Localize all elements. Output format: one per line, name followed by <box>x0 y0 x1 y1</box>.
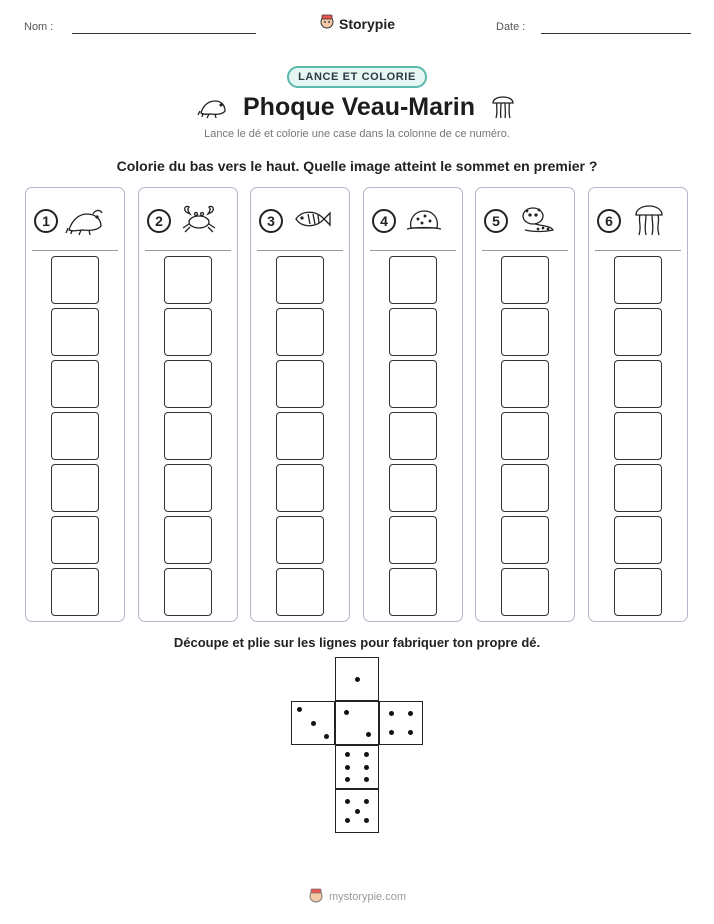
color-box[interactable] <box>389 360 437 408</box>
column-number: 1 <box>34 209 58 233</box>
color-box[interactable] <box>276 568 324 616</box>
color-box[interactable] <box>51 256 99 304</box>
brand <box>0 13 714 34</box>
color-box[interactable] <box>164 464 212 512</box>
column-number: 3 <box>259 209 283 233</box>
rock-icon <box>403 202 445 241</box>
color-box[interactable] <box>501 360 549 408</box>
color-box[interactable] <box>276 256 324 304</box>
column-divider <box>370 250 456 251</box>
color-box[interactable] <box>389 568 437 616</box>
color-box[interactable] <box>276 308 324 356</box>
color-box[interactable] <box>51 568 99 616</box>
color-box[interactable] <box>276 464 324 512</box>
color-box[interactable] <box>389 464 437 512</box>
date-label: Date : <box>496 21 526 33</box>
dice-pip <box>389 730 394 735</box>
harbor-seal-icon <box>515 202 557 241</box>
dice-pip <box>364 818 369 823</box>
dice-pip <box>344 710 349 715</box>
dice-pip <box>408 730 413 735</box>
jellyfish-icon <box>489 90 517 125</box>
seal-pup-icon <box>197 91 229 124</box>
color-box[interactable] <box>501 464 549 512</box>
column-divider <box>32 250 118 251</box>
crab-icon <box>178 202 220 241</box>
dice-pip <box>311 721 316 726</box>
color-box[interactable] <box>51 516 99 564</box>
column-divider <box>145 250 231 251</box>
dice-pip <box>389 711 394 716</box>
column-2 <box>138 187 238 622</box>
color-box[interactable] <box>389 308 437 356</box>
dice-pip <box>364 799 369 804</box>
dice-pip <box>324 734 329 739</box>
dice-pip <box>345 799 350 804</box>
color-box[interactable] <box>164 568 212 616</box>
color-box[interactable] <box>164 412 212 460</box>
color-box[interactable] <box>501 568 549 616</box>
brand-name: Storypie <box>338 15 395 32</box>
column-divider <box>482 250 568 251</box>
dice-instruction: Découpe et plie sur les lignes pour fabriquer ton propre dé. <box>173 635 541 650</box>
column-header <box>259 202 343 240</box>
subtitle: Lance le dé et colorie une case dans la colonne de ce numéro. <box>204 128 510 140</box>
column-header <box>147 202 231 240</box>
color-box[interactable] <box>51 308 99 356</box>
instruction: Colorie du bas vers le haut. Quelle image atteint le sommet en premier ? <box>116 158 598 174</box>
seal-pup-icon <box>65 202 107 241</box>
dice-pip <box>408 711 413 716</box>
dice-pip <box>345 752 350 757</box>
footer-url: mystorypie.com <box>328 890 407 903</box>
color-box[interactable] <box>501 256 549 304</box>
color-box[interactable] <box>614 516 662 564</box>
dice-pip <box>355 809 360 814</box>
color-box[interactable] <box>51 360 99 408</box>
fish-icon <box>290 202 332 241</box>
footer <box>0 887 714 908</box>
dice-pip <box>345 777 350 782</box>
dice-pip <box>345 818 350 823</box>
dice-face-5 <box>335 789 379 833</box>
column-number: 6 <box>597 209 621 233</box>
column-3 <box>250 187 350 622</box>
dice-pip <box>366 732 371 737</box>
column-number: 2 <box>147 209 171 233</box>
color-box[interactable] <box>51 412 99 460</box>
color-box[interactable] <box>51 464 99 512</box>
column-header <box>597 202 681 240</box>
color-box[interactable] <box>389 256 437 304</box>
color-box[interactable] <box>164 308 212 356</box>
color-box[interactable] <box>164 256 212 304</box>
column-4 <box>363 187 463 622</box>
storypie-footer-logo-icon <box>308 887 324 906</box>
color-box[interactable] <box>164 516 212 564</box>
color-box[interactable] <box>614 256 662 304</box>
column-6 <box>588 187 688 622</box>
color-box[interactable] <box>614 360 662 408</box>
column-divider <box>595 250 681 251</box>
color-box[interactable] <box>614 412 662 460</box>
dice-face-6 <box>335 745 379 789</box>
column-header <box>484 202 568 240</box>
title-row <box>0 90 714 125</box>
color-box[interactable] <box>614 308 662 356</box>
name-label: Nom : <box>24 21 54 33</box>
color-box[interactable] <box>389 412 437 460</box>
color-box[interactable] <box>276 412 324 460</box>
color-box[interactable] <box>501 412 549 460</box>
dice-pip <box>364 765 369 770</box>
color-box[interactable] <box>276 360 324 408</box>
dice-pip <box>364 752 369 757</box>
column-number: 5 <box>484 209 508 233</box>
storypie-logo-icon <box>319 13 335 34</box>
column-1 <box>25 187 125 622</box>
activity-badge: LANCE ET COLORIE <box>0 66 714 88</box>
dice-pip <box>345 765 350 770</box>
color-box[interactable] <box>389 516 437 564</box>
page-title: Phoque Veau-Marin <box>243 93 475 121</box>
color-box[interactable] <box>164 360 212 408</box>
dice-pip <box>355 677 360 682</box>
column-header <box>372 202 456 240</box>
dice-face-4 <box>379 701 423 745</box>
column-number: 4 <box>372 209 396 233</box>
jellyfish-icon <box>628 200 670 243</box>
dice-pip <box>297 707 302 712</box>
color-box[interactable] <box>276 516 324 564</box>
dice-face-1 <box>335 657 379 701</box>
dice-face-3 <box>291 701 335 745</box>
column-header <box>34 202 118 240</box>
color-box[interactable] <box>501 308 549 356</box>
color-box[interactable] <box>614 464 662 512</box>
dice-pip <box>364 777 369 782</box>
column-divider <box>257 250 343 251</box>
column-5 <box>475 187 575 622</box>
color-box[interactable] <box>501 516 549 564</box>
color-box[interactable] <box>614 568 662 616</box>
dice-face-2 <box>335 701 379 745</box>
